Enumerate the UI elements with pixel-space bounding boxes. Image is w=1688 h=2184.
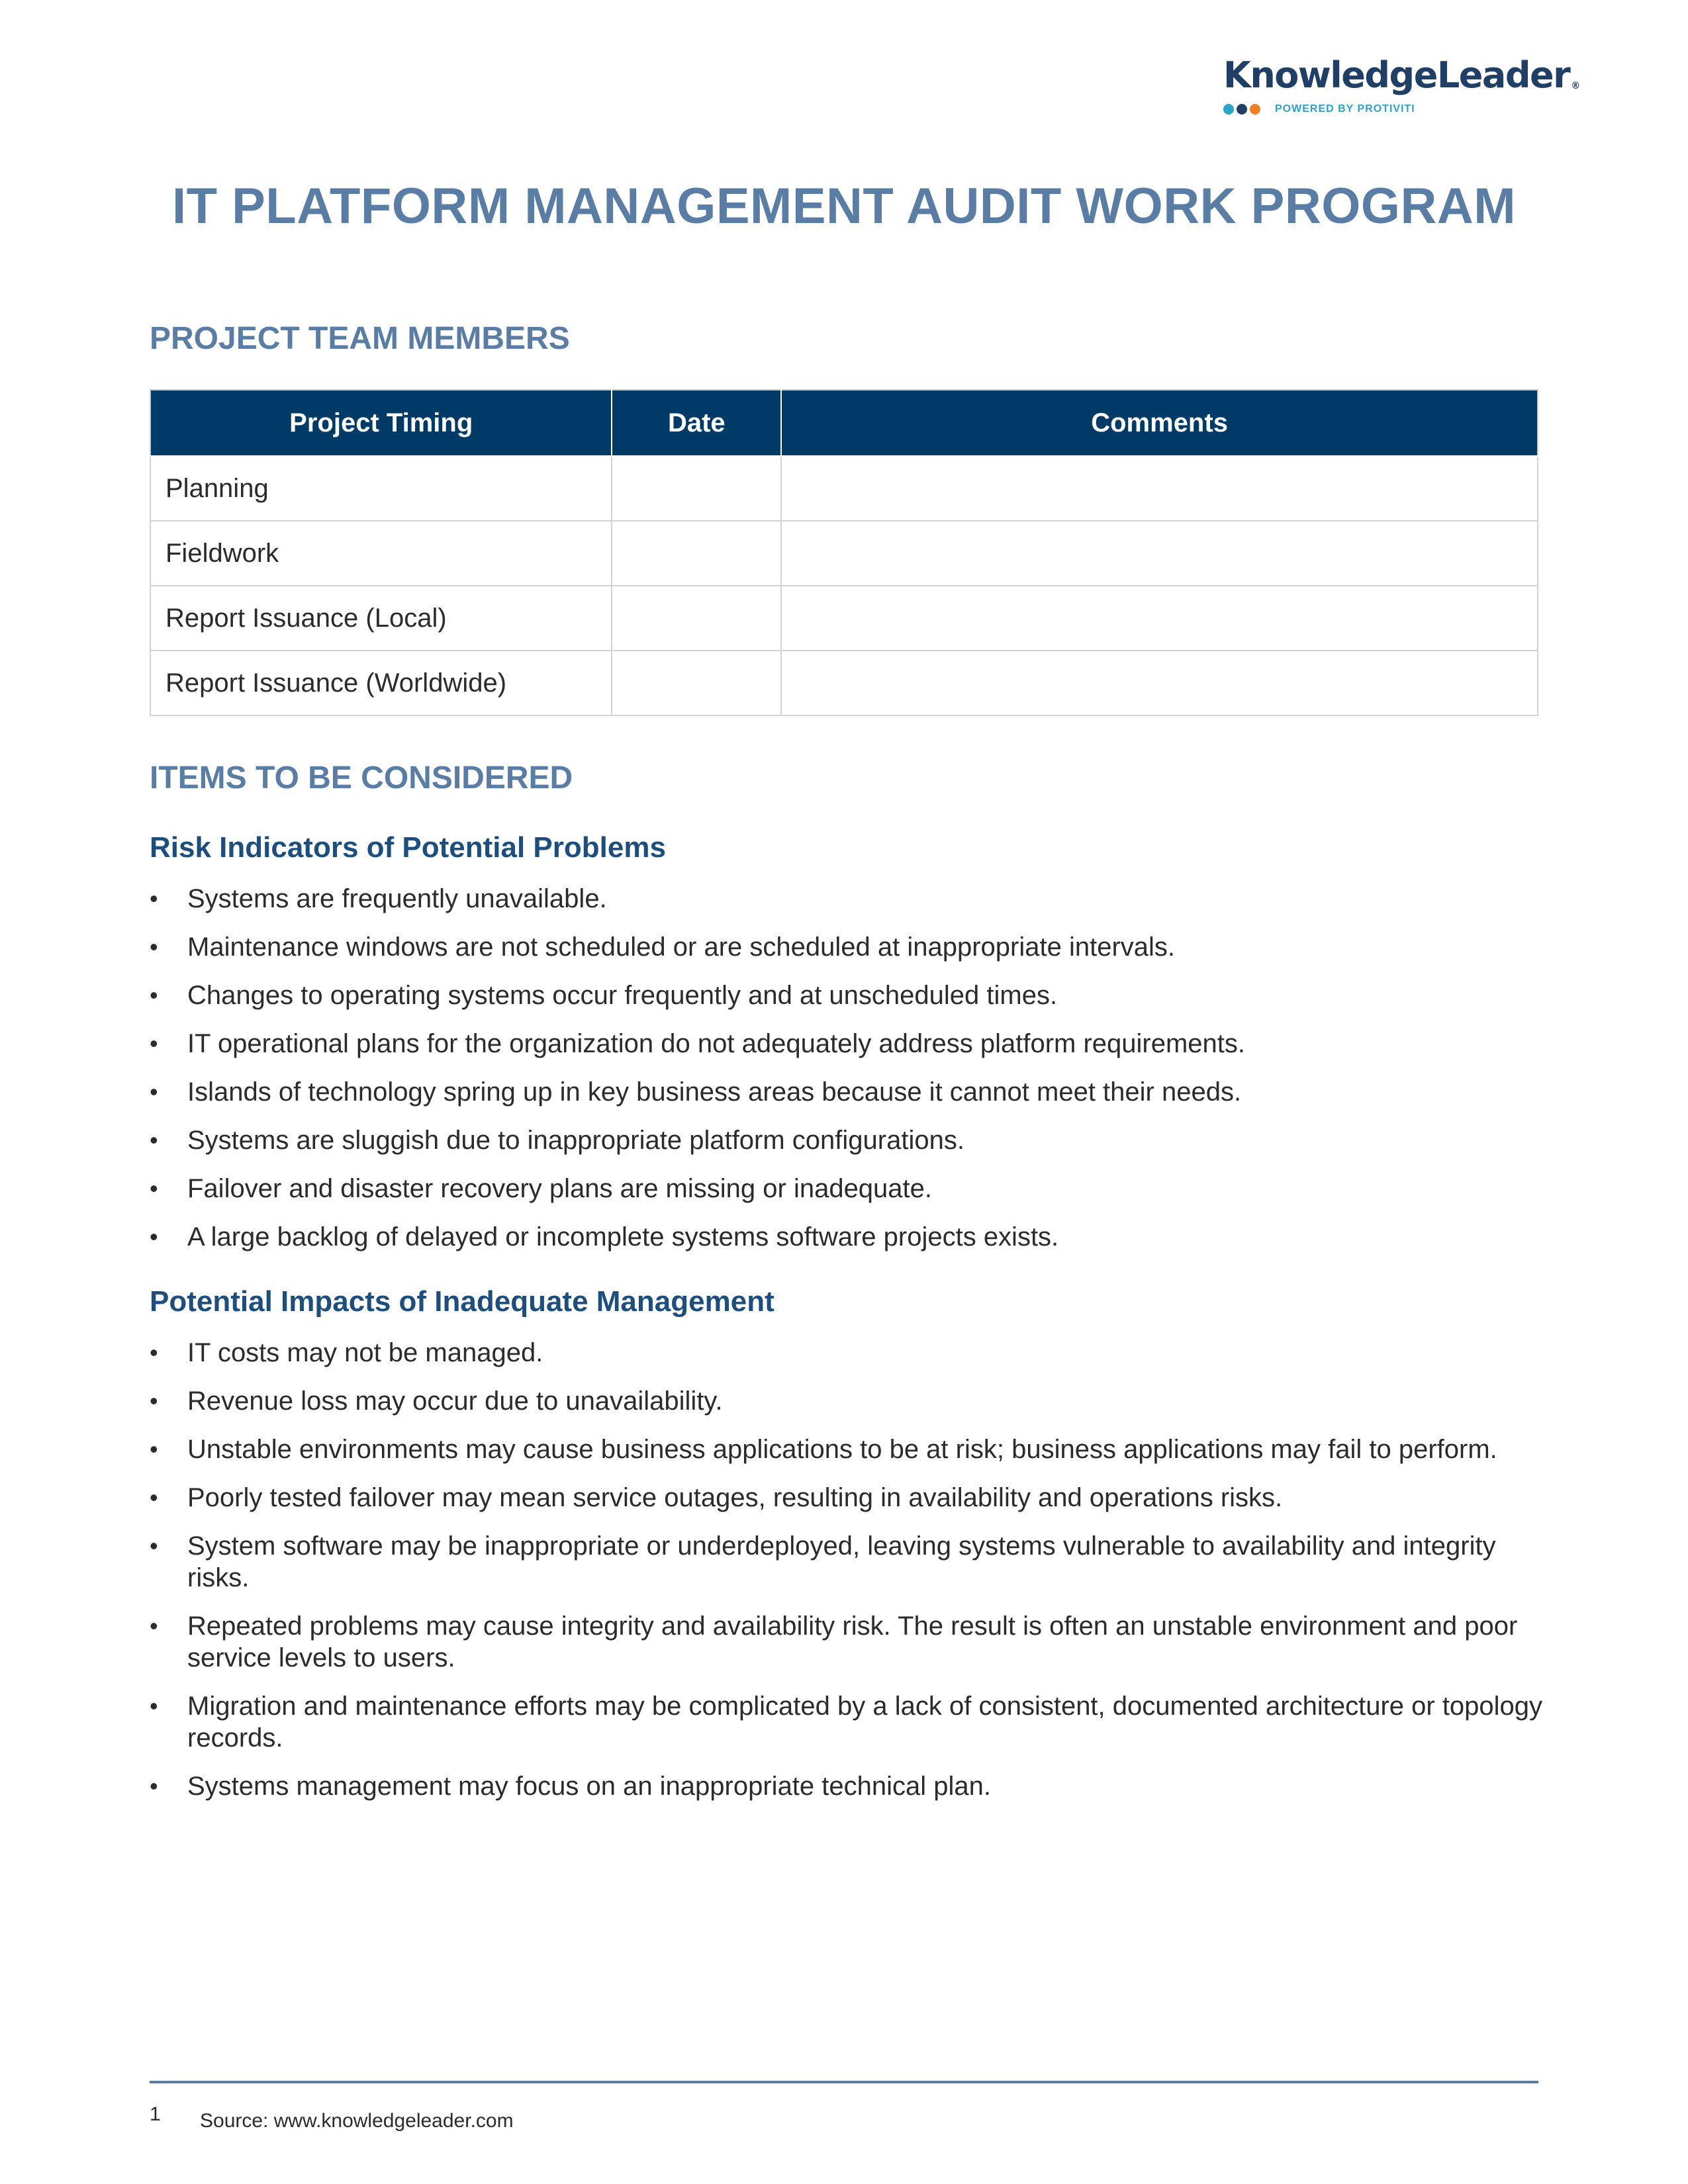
timing-cell: Report Issuance (Local) bbox=[150, 586, 612, 651]
list-item: • Poorly tested failover may mean service outages, resulting in availability and operations risks. bbox=[150, 1482, 1546, 1514]
risk-indicators-list bbox=[150, 883, 1546, 1269]
comments-cell[interactable] bbox=[781, 651, 1538, 715]
list-item: • Systems are frequently unavailable. bbox=[150, 883, 1546, 915]
list-item: • Changes to operating systems occur frequently and at unscheduled times. bbox=[150, 979, 1546, 1011]
footer-divider bbox=[150, 2081, 1538, 2083]
logo-dot-icon bbox=[1237, 104, 1247, 114]
items-considered-heading: ITEMS TO BE CONSIDERED bbox=[150, 760, 573, 796]
list-item: • Systems management may focus on an inappropriate technical plan. bbox=[150, 1770, 1546, 1802]
timing-cell: Planning bbox=[150, 456, 612, 521]
comments-cell[interactable] bbox=[781, 586, 1538, 651]
project-team-heading: PROJECT TEAM MEMBERS bbox=[150, 321, 570, 356]
date-cell[interactable] bbox=[612, 586, 781, 651]
date-cell[interactable] bbox=[612, 651, 781, 715]
list-item: • IT operational plans for the organization do not adequately address platform requirements. bbox=[150, 1028, 1546, 1060]
potential-impacts-heading: Potential Impacts of Inadequate Management bbox=[150, 1285, 774, 1318]
list-item: • Unstable environments may cause business applications to be at risk; business applications may fail to perform. bbox=[150, 1433, 1546, 1465]
timing-cell: Fieldwork bbox=[150, 521, 612, 586]
comments-cell[interactable] bbox=[781, 456, 1538, 521]
table-row bbox=[150, 586, 1538, 651]
table-row bbox=[150, 456, 1538, 521]
logo-dot-icon bbox=[1223, 104, 1234, 114]
timing-cell: Report Issuance (Worldwide) bbox=[150, 651, 612, 715]
logo-tagline: POWERED BY PROTIVITI bbox=[1275, 103, 1415, 114]
comments-cell[interactable] bbox=[781, 521, 1538, 586]
risk-indicators-heading: Risk Indicators of Potential Problems bbox=[150, 831, 666, 864]
list-item: • System software may be inappropriate or underdeployed, leaving systems vulnerable to availability and integrity risks. bbox=[150, 1530, 1546, 1594]
table-row bbox=[150, 521, 1538, 586]
list-item: • A large backlog of delayed or incomplete systems software projects exists. bbox=[150, 1221, 1546, 1253]
list-item: • IT costs may not be managed. bbox=[150, 1337, 1546, 1369]
logo-registered-mark: ® bbox=[1571, 81, 1579, 91]
footer-source: Source: www.knowledgeleader.com bbox=[200, 2110, 514, 2132]
list-item: • Migration and maintenance efforts may be complicated by a lack of consistent, documented architecture or topology records. bbox=[150, 1690, 1546, 1754]
column-header-date: Date bbox=[612, 390, 781, 456]
date-cell[interactable] bbox=[612, 456, 781, 521]
list-item: • Failover and disaster recovery plans are missing or inadequate. bbox=[150, 1173, 1546, 1205]
knowledgeleader-logo bbox=[1223, 54, 1579, 115]
list-item: • Systems are sluggish due to inappropriate platform configurations. bbox=[150, 1124, 1546, 1156]
list-item: • Repeated problems may cause integrity and availability risk. The result is often an unstable environment and poor service levels to users. bbox=[150, 1610, 1546, 1674]
potential-impacts-list bbox=[150, 1337, 1546, 1819]
list-item: • Maintenance windows are not scheduled or are scheduled at inappropriate intervals. bbox=[150, 931, 1546, 963]
column-header-comments: Comments bbox=[781, 390, 1538, 456]
list-item: • Revenue loss may occur due to unavailability. bbox=[150, 1385, 1546, 1417]
list-item: • Islands of technology spring up in key business areas because it cannot meet their needs. bbox=[150, 1076, 1546, 1108]
footnote-number: 1 bbox=[150, 2103, 161, 2125]
column-header-project-timing: Project Timing bbox=[150, 390, 612, 456]
date-cell[interactable] bbox=[612, 521, 781, 586]
logo-wordmark bbox=[1223, 54, 1579, 96]
table-header-row bbox=[150, 390, 1538, 456]
page-title: IT PLATFORM MANAGEMENT AUDIT WORK PROGRAM bbox=[171, 178, 1517, 234]
project-timing-table bbox=[150, 389, 1538, 716]
table-row bbox=[150, 651, 1538, 715]
logo-dot-icon bbox=[1250, 104, 1260, 114]
logo-name-text: KnowledgeLeader bbox=[1223, 54, 1570, 96]
logo-subline bbox=[1223, 103, 1541, 115]
